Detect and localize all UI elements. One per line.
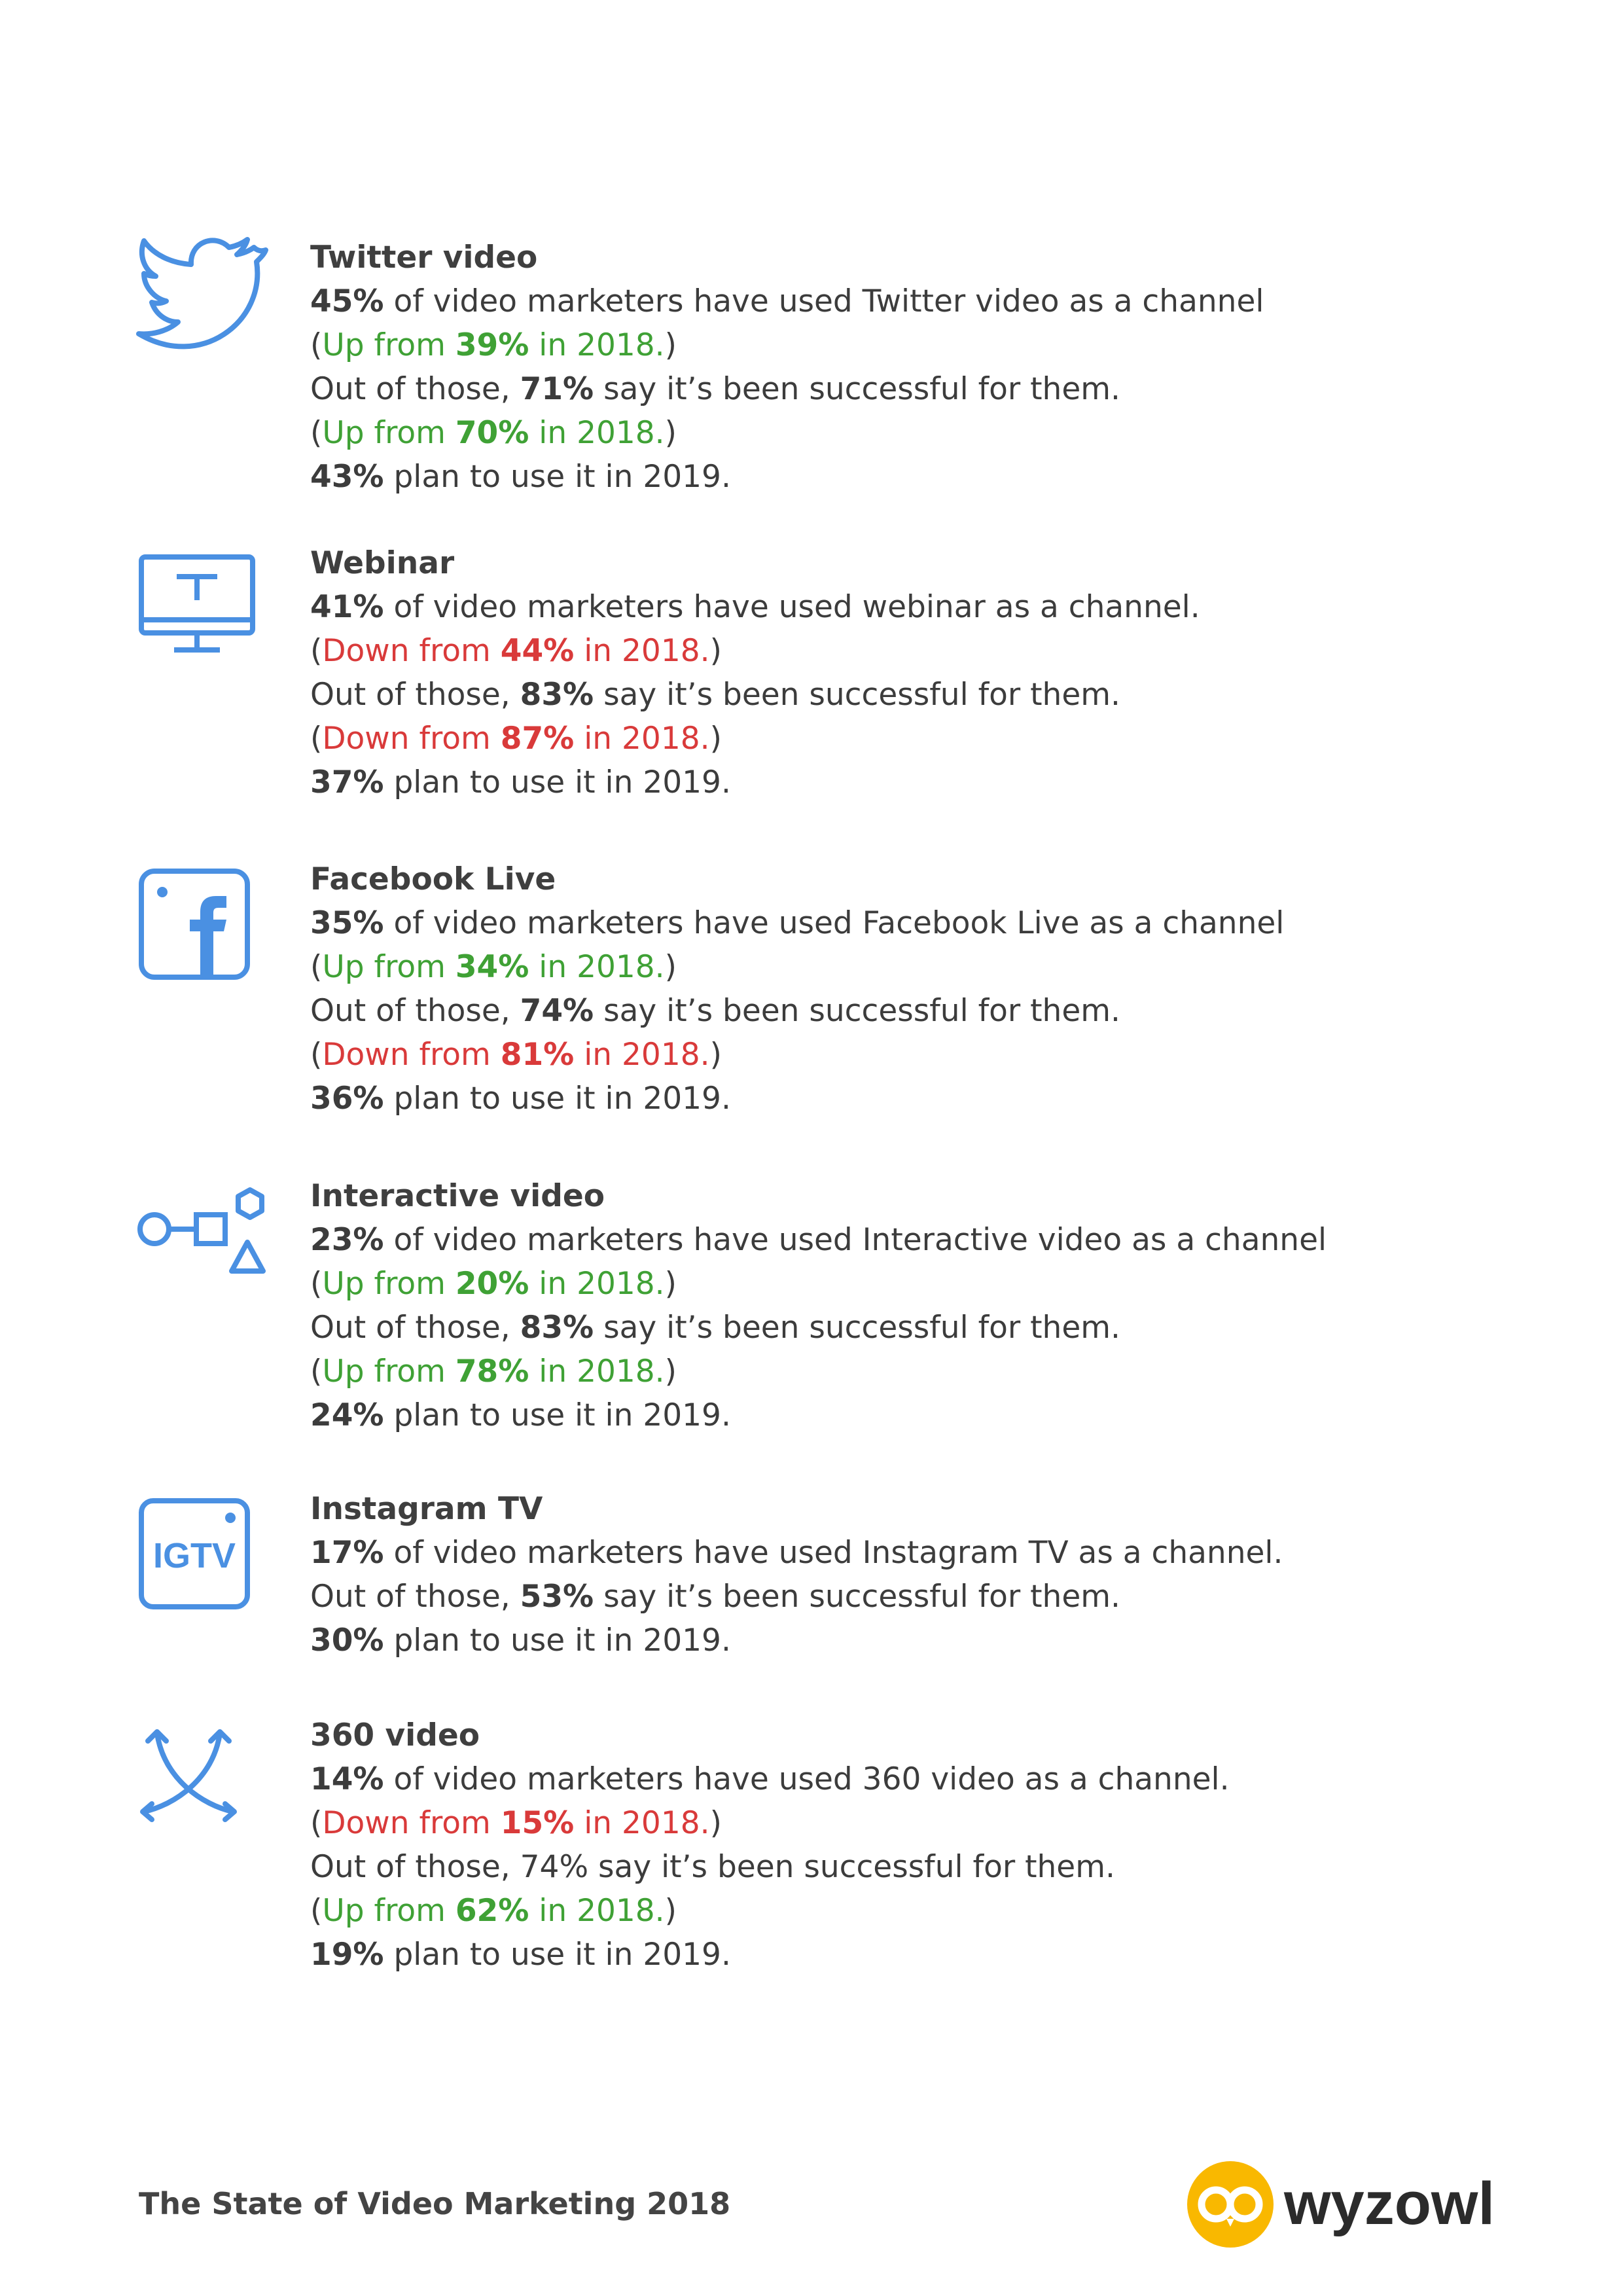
plan-line: 19% plan to use it in 2019.: [310, 1937, 731, 1973]
monitor-icon: [137, 554, 268, 666]
success-change-line: (Up from 62% in 2018.): [310, 1893, 677, 1929]
section-title: Webinar: [310, 545, 455, 581]
success-line: Out of those, 71% say it’s been successful for them.: [310, 371, 1120, 407]
used-line: 41% of video marketers have used webinar as a channel.: [310, 589, 1200, 625]
webinar-text: [310, 541, 1554, 804]
twitter-video-text: [310, 236, 1554, 499]
used-change-line: (Down from 44% in 2018.): [310, 633, 722, 669]
success-change-line: (Down from 87% in 2018.): [310, 721, 722, 757]
used-line: 14% of video marketers have used 360 video as a channel.: [310, 1761, 1230, 1797]
success-line: Out of those, 74% say it’s been successful for them.: [310, 993, 1120, 1029]
interactive-video-text: [310, 1174, 1554, 1437]
wyzowl-logo: [1185, 2159, 1499, 2250]
wyzowl-logo-text: wyzowl: [1284, 2170, 1495, 2237]
success-line: Out of those, 53% say it’s been successful for them.: [310, 1579, 1120, 1615]
360-video-text: [310, 1713, 1554, 1977]
used-line: 45% of video marketers have used Twitter video as a channel: [310, 283, 1264, 319]
success-change-line: (Up from 78% in 2018.): [310, 1354, 677, 1390]
wyzowl-owl-icon: [1187, 2161, 1274, 2248]
success-line: Out of those, 83% say it’s been successful for them.: [310, 677, 1120, 713]
used-line: 17% of video marketers have used Instagram TV as a channel.: [310, 1535, 1283, 1571]
igtv-icon: [137, 1497, 268, 1608]
section-title: 360 video: [310, 1717, 480, 1753]
section-title: Instagram TV: [310, 1491, 543, 1527]
plan-line: 24% plan to use it in 2019.: [310, 1397, 731, 1433]
success-line: Out of those, 83% say it’s been successful for them.: [310, 1310, 1120, 1346]
plan-line: 30% plan to use it in 2019.: [310, 1623, 731, 1659]
interactive-shapes-icon: [137, 1183, 268, 1295]
plan-line: 36% plan to use it in 2019.: [310, 1081, 731, 1117]
facebook-icon: [137, 867, 268, 978]
success-change-line: (Up from 70% in 2018.): [310, 415, 677, 451]
twitter-bird-icon: [137, 236, 268, 347]
success-line: Out of those, 74% say it’s been successful for them.: [310, 1849, 1115, 1885]
footer-title: The State of Video Marketing 2018: [139, 2186, 731, 2221]
used-change-line: (Up from 39% in 2018.): [310, 327, 677, 363]
section-title: Facebook Live: [310, 861, 556, 897]
used-change-line: (Up from 20% in 2018.): [310, 1266, 677, 1302]
360-arrows-icon: [137, 1727, 268, 1838]
plan-line: 43% plan to use it in 2019.: [310, 459, 731, 495]
used-change-line: (Up from 34% in 2018.): [310, 949, 677, 985]
instagram-tv-text: [310, 1487, 1554, 1662]
used-line: 35% of video marketers have used Facebook Live as a channel: [310, 905, 1285, 941]
section-title: Twitter video: [310, 240, 538, 276]
plan-line: 37% plan to use it in 2019.: [310, 764, 731, 800]
facebook-live-text: [310, 857, 1554, 1121]
section-title: Interactive video: [310, 1178, 605, 1214]
used-line: 23% of video marketers have used Interactive video as a channel: [310, 1222, 1327, 1258]
used-change-line: (Down from 15% in 2018.): [310, 1805, 722, 1841]
success-change-line: (Down from 81% in 2018.): [310, 1037, 722, 1073]
igtv-icon-label: IGTV: [152, 1536, 236, 1575]
